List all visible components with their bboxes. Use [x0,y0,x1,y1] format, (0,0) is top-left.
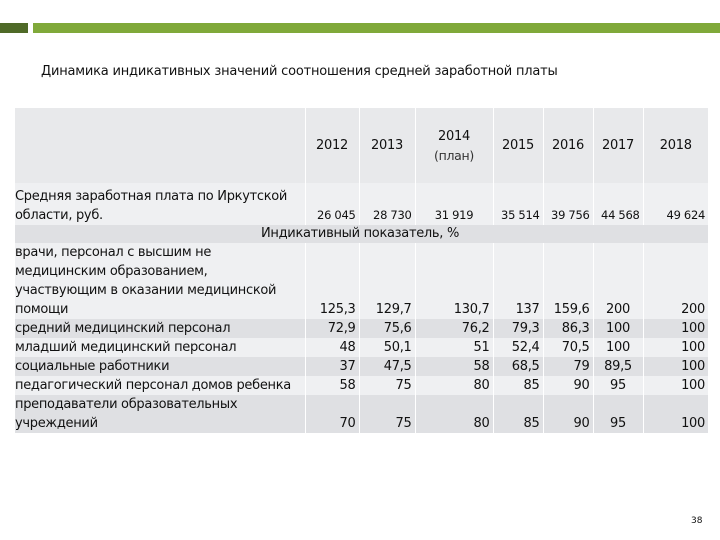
cell-value: 159,6 [543,243,593,319]
year-label: 2012 [316,138,348,153]
cell-value: 95 [593,376,643,395]
cell-value: 95 [593,395,643,433]
cell-value: 100 [643,319,708,338]
page-number: 38 [691,516,703,526]
cell-value: 100 [643,338,708,357]
cell-value: 80 [415,376,493,395]
cell-value: 79 [543,357,593,376]
table-row [15,357,708,376]
cell-value: 70,5 [543,338,593,357]
cell-value: 90 [543,395,593,433]
cell-value: 75 [359,395,415,433]
cell-value: 90 [543,376,593,395]
cell-value: 100 [643,376,708,395]
cell-value: 68,5 [493,357,543,376]
cell-value: 58 [415,357,493,376]
year-header-2013 [359,108,415,183]
cell-value: 75,6 [359,319,415,338]
indicators-table [15,108,708,433]
cell-value: 100 [643,357,708,376]
salary-value: 39 756 [543,183,593,225]
salary-value: 28 730 [359,183,415,225]
cell-value: 80 [415,395,493,433]
cell-value: 37 [305,357,359,376]
year-label: 2013 [371,138,403,153]
cell-value: 129,7 [359,243,415,319]
row-label: социальные работники [15,357,305,376]
header-row [15,108,708,183]
cell-value: 100 [643,395,708,433]
cell-value: 100 [593,338,643,357]
cell-value: 75 [359,376,415,395]
row-label: педагогический персонал домов ребенка [15,376,305,395]
year-label: 2017 [602,138,634,153]
year-header-2018 [643,108,708,183]
header-empty-cell [15,108,305,183]
year-header-2012 [305,108,359,183]
year-header-2017 [593,108,643,183]
cell-value: 48 [305,338,359,357]
table-row [15,376,708,395]
cell-value: 100 [593,319,643,338]
cell-value: 200 [643,243,708,319]
cell-value: 76,2 [415,319,493,338]
cell-value: 85 [493,376,543,395]
decorative-bar-dark [0,23,28,33]
cell-value: 72,9 [305,319,359,338]
table-row [15,319,708,338]
cell-value: 89,5 [593,357,643,376]
cell-value: 130,7 [415,243,493,319]
row-label: младший медицинский персонал [15,338,305,357]
year-header-2016 [543,108,593,183]
row-label: средний медицинский персонал [15,319,305,338]
table-row [15,338,708,357]
salary-value: 49 624 [643,183,708,225]
cell-value: 58 [305,376,359,395]
salary-value: 31 919 [415,183,493,225]
year-label: 2016 [552,138,584,153]
cell-value: 137 [493,243,543,319]
year-header-2014 [415,108,493,183]
row-label: преподаватели образовательных учреждений [15,395,305,433]
indicator-header: Индикативный показатель, % [15,225,708,243]
table-row [15,243,708,319]
cell-value: 50,1 [359,338,415,357]
cell-value: 70 [305,395,359,433]
year-label: 2015 [502,138,534,153]
cell-value: 86,3 [543,319,593,338]
year-label: 2018 [659,138,692,153]
salary-row [15,183,708,225]
year-header-2015 [493,108,543,183]
cell-value: 85 [493,395,543,433]
salary-value: 26 045 [305,183,359,225]
salary-value: 35 514 [493,183,543,225]
slide-title: Динамика индикативных значений соотношения средней заработной платы [41,64,558,79]
cell-value: 79,3 [493,319,543,338]
year-note: (план) [434,147,474,163]
cell-value: 47,5 [359,357,415,376]
cell-value: 125,3 [305,243,359,319]
row-label: Средняя заработная плата по Иркутской области, руб. [15,183,305,225]
table-row [15,395,708,433]
year-label: 2014 [438,128,470,144]
cell-value: 52,4 [493,338,543,357]
salary-value: 44 568 [593,183,643,225]
row-label: врачи, персонал с высшим не медицинским образованием, участвующим в оказании медицинской помощи [15,243,305,319]
cell-value: 51 [415,338,493,357]
decorative-bar-green [33,23,720,33]
indicator-header-row [15,225,708,243]
cell-value: 200 [593,243,643,319]
